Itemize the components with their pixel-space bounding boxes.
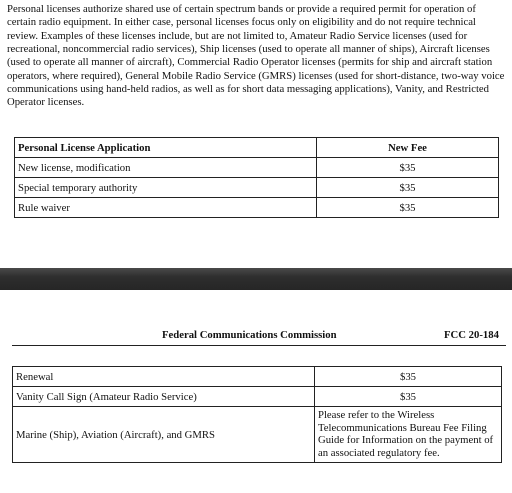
table-row xyxy=(15,198,499,218)
fee-cell: $35 xyxy=(317,178,499,198)
header-rule xyxy=(12,345,506,346)
table-row xyxy=(15,178,499,198)
application-cell: Special temporary authority xyxy=(15,178,317,198)
intro-paragraph: Personal licenses authorize shared use of certain spectrum bands or provide a required permit for operation of certain radio equipment. In either case, personal licenses focus only on eligibility and do not require technical review. Examples of these licenses include, but are not limited to, Amateur Radio Service licenses (used for recreational, noncommercial radio services), Ship licenses (used to operate all manner of ships), Aircraft licenses (used to operate all manner of aircraft), Commercial Radio Operator licenses (permits for ship and aircraft station operators, where required), General Mobile Radio Service (GMRS) licenses (used for short-distance, two-way voice communications using hand-held radios, as well as for short data messaging applications), Vanity, and Restricted Operator licenses. xyxy=(7,3,505,109)
table-row xyxy=(13,387,502,407)
fee-cell: $35 xyxy=(317,158,499,178)
application-cell: Rule waiver xyxy=(15,198,317,218)
column-header-application: Personal License Application xyxy=(15,138,317,158)
column-header-new-fee: New Fee xyxy=(317,138,499,158)
personal-license-fee-table-continued xyxy=(12,366,502,463)
page-break-band xyxy=(0,268,512,290)
running-header xyxy=(0,329,512,343)
document-number: FCC 20-184 xyxy=(444,329,499,341)
fee-note-cell: Please refer to the Wireless Telecommunications Bureau Fee Filing Guide for Information on the payment of an associated regulatory fee. xyxy=(315,407,502,463)
agency-name: Federal Communications Commission xyxy=(162,329,337,341)
application-cell: Renewal xyxy=(13,367,315,387)
application-cell: Marine (Ship), Aviation (Aircraft), and GMRS xyxy=(13,407,315,463)
application-cell: Vanity Call Sign (Amateur Radio Service) xyxy=(13,387,315,407)
fee-cell: $35 xyxy=(315,367,502,387)
table-header-row xyxy=(15,138,499,158)
fee-cell: $35 xyxy=(317,198,499,218)
application-cell: New license, modification xyxy=(15,158,317,178)
table-row xyxy=(13,367,502,387)
fee-cell: $35 xyxy=(315,387,502,407)
table-row xyxy=(15,158,499,178)
table-row xyxy=(13,407,502,463)
personal-license-fee-table xyxy=(14,137,499,218)
